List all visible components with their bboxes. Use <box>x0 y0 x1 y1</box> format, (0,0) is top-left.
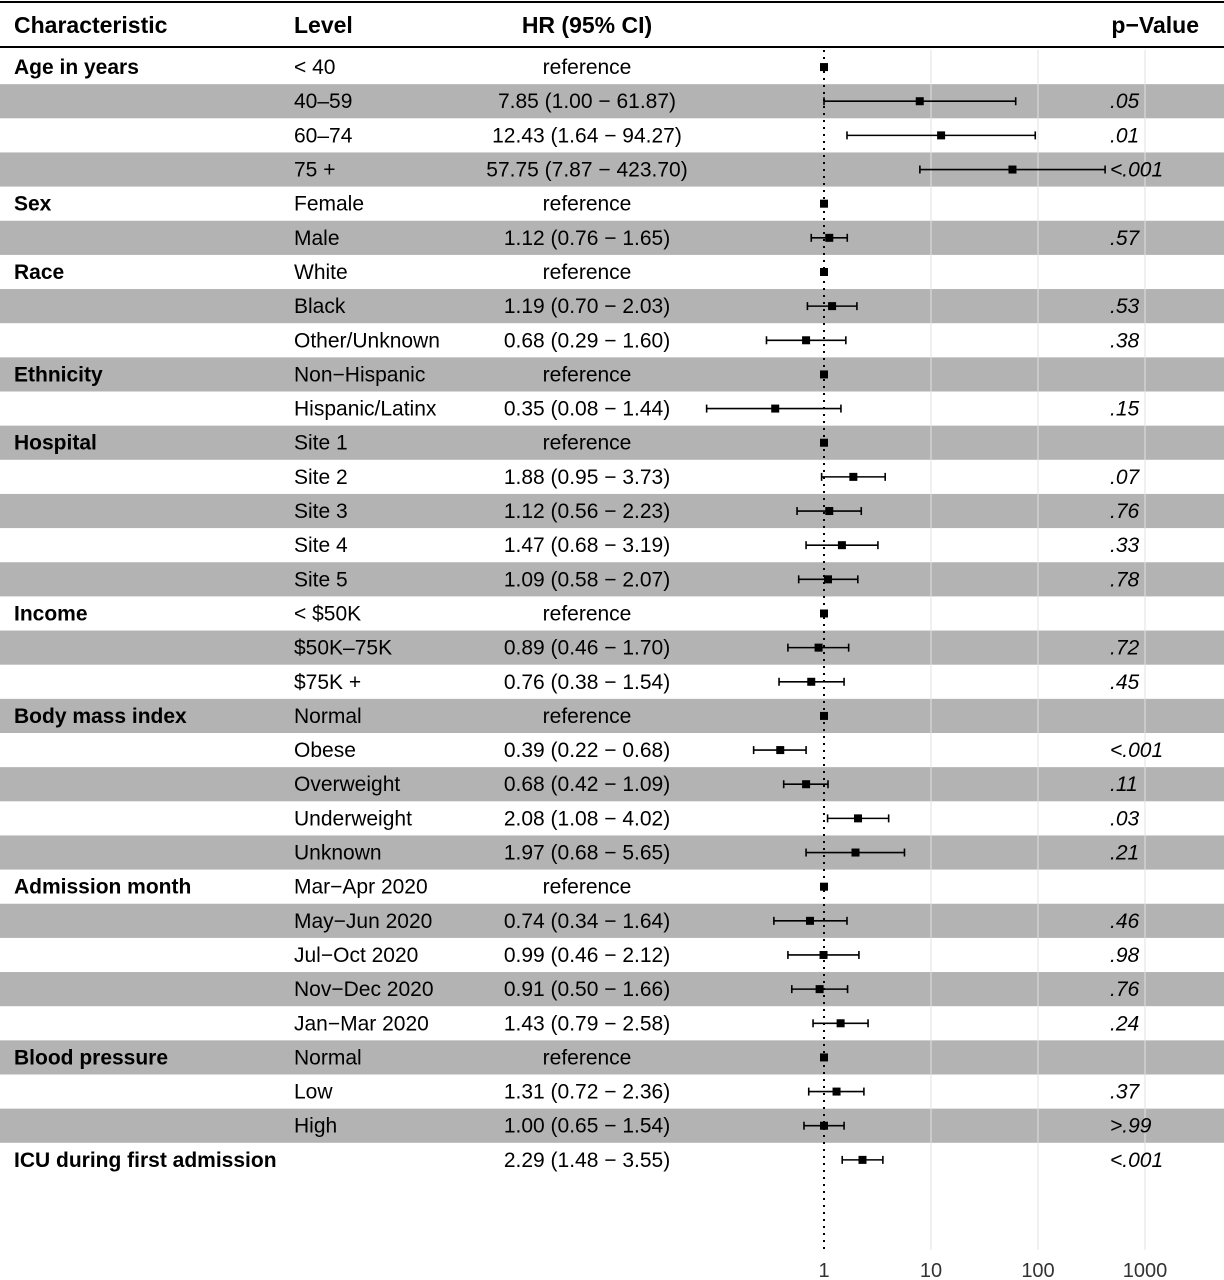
level-label: Site 4 <box>294 534 348 558</box>
hr-point <box>820 200 828 208</box>
p-value-label: .38 <box>1110 329 1140 353</box>
hr-point <box>820 370 828 378</box>
hr-ci-label: 1.12 (0.56 − 2.23) <box>503 500 671 524</box>
hr-point <box>820 63 828 71</box>
hr-ci-label: 1.09 (0.58 − 2.07) <box>503 568 671 592</box>
hr-ci-label: reference <box>542 192 632 216</box>
hr-ci-label: reference <box>542 363 632 387</box>
hr-ci-label: 0.76 (0.38 − 1.54) <box>503 670 671 694</box>
characteristic-label: Age in years <box>14 56 139 80</box>
p-value-label: <.001 <box>1110 158 1164 182</box>
p-value-label: .07 <box>1110 465 1140 489</box>
p-value-label: .15 <box>1110 397 1140 421</box>
level-label: Obese <box>294 739 356 763</box>
hr-ci-label: reference <box>542 260 632 284</box>
level-label: 40–59 <box>294 90 353 114</box>
p-value-label: .98 <box>1110 943 1140 967</box>
characteristic-label: Blood pressure <box>14 1046 169 1070</box>
level-label: Site 2 <box>294 465 348 489</box>
x-tick-label: 10 <box>919 1260 943 1280</box>
p-value-label: .05 <box>1110 90 1140 114</box>
level-label: Normal <box>294 704 362 728</box>
level-label: High <box>294 1114 338 1138</box>
hr-ci-label: 0.68 (0.42 − 1.09) <box>503 773 671 797</box>
header-pvalue: p−Value <box>1111 12 1199 38</box>
hr-point <box>824 575 832 583</box>
hr-point <box>820 1053 828 1061</box>
hr-ci-label: 0.74 (0.34 − 1.64) <box>503 909 671 933</box>
characteristic-label: ICU during first admission <box>14 1148 277 1172</box>
level-label: White <box>294 260 348 284</box>
p-value-label: .03 <box>1110 807 1140 831</box>
hr-point <box>916 97 924 105</box>
hr-ci-label: 0.89 (0.46 − 1.70) <box>503 636 671 660</box>
characteristic-label: Sex <box>14 192 52 216</box>
level-label: < 40 <box>294 56 336 80</box>
p-value-label: .46 <box>1110 909 1140 933</box>
hr-ci-label: reference <box>542 56 632 80</box>
hr-point <box>820 883 828 891</box>
hr-ci-label: 0.39 (0.22 − 0.68) <box>503 739 671 763</box>
hr-point <box>807 678 815 686</box>
hr-ci-label: 0.68 (0.29 − 1.60) <box>503 329 671 353</box>
hr-point <box>816 985 824 993</box>
hr-point <box>771 405 779 413</box>
hr-ci-label: 1.00 (0.65 − 1.54) <box>503 1114 671 1138</box>
p-value-label: <.001 <box>1110 1148 1164 1172</box>
p-value-label: .78 <box>1110 568 1140 592</box>
level-label: Overweight <box>294 773 401 797</box>
hr-point <box>820 268 828 276</box>
x-axis-ticks <box>818 1260 1167 1280</box>
hr-point <box>837 1019 845 1027</box>
header-characteristic: Characteristic <box>14 12 168 38</box>
hr-ci-label: 57.75 (7.87 − 423.70) <box>486 158 688 182</box>
level-label: Other/Unknown <box>294 329 440 353</box>
level-label: Mar−Apr 2020 <box>294 875 428 899</box>
p-value-label: .76 <box>1110 978 1140 1002</box>
hr-point <box>852 849 860 857</box>
hr-ci-label: 1.12 (0.76 − 1.65) <box>503 226 671 250</box>
hr-point <box>859 1156 867 1164</box>
x-tick-label: 1 <box>818 1260 830 1280</box>
characteristic-label: Ethnicity <box>14 363 103 387</box>
level-label: Black <box>294 295 346 319</box>
p-value-label: .72 <box>1110 636 1140 660</box>
hr-point <box>820 951 828 959</box>
hr-ci-label: reference <box>542 602 632 626</box>
level-label: 60–74 <box>294 124 353 148</box>
hr-point <box>820 439 828 447</box>
hr-ci-label: 1.31 (0.72 − 2.36) <box>503 1080 671 1104</box>
level-label: Nov−Dec 2020 <box>294 978 434 1002</box>
hr-ci-label: 12.43 (1.64 − 94.27) <box>492 124 682 148</box>
p-value-label: .37 <box>1110 1080 1140 1104</box>
hr-point <box>854 814 862 822</box>
p-value-label: .45 <box>1110 670 1140 694</box>
level-label: Site 1 <box>294 431 348 455</box>
hr-point <box>828 302 836 310</box>
hr-ci-label: 2.08 (1.08 − 4.02) <box>503 807 671 831</box>
hr-ci-label: 0.35 (0.08 − 1.44) <box>503 397 671 421</box>
level-label: < $50K <box>294 602 362 626</box>
p-value-label: .24 <box>1110 1012 1140 1036</box>
hr-ci-label: 1.19 (0.70 − 2.03) <box>503 295 671 319</box>
hr-point <box>776 746 784 754</box>
hr-ci-label: reference <box>542 1046 632 1070</box>
p-value-label: .33 <box>1110 534 1140 558</box>
hr-point <box>806 917 814 925</box>
hr-point <box>820 609 828 617</box>
hr-ci-label: 2.29 (1.48 − 3.55) <box>503 1148 671 1172</box>
hr-ci-label: 1.43 (0.79 − 2.58) <box>503 1012 671 1036</box>
hr-point <box>833 1088 841 1096</box>
hr-ci-label: 1.97 (0.68 − 5.65) <box>503 841 671 865</box>
level-label: Jul−Oct 2020 <box>294 943 419 967</box>
x-tick-label: 1000 <box>1122 1260 1168 1280</box>
hr-point <box>825 507 833 515</box>
characteristic-label: Hospital <box>14 431 97 455</box>
hr-point <box>849 473 857 481</box>
characteristic-label: Race <box>14 260 65 284</box>
hr-point <box>815 644 823 652</box>
p-value-label: .11 <box>1110 773 1138 797</box>
hr-ci-label: 0.91 (0.50 − 1.66) <box>503 978 671 1002</box>
hr-ci-label: reference <box>542 431 632 455</box>
level-label: Jan−Mar 2020 <box>294 1012 429 1036</box>
level-label: Unknown <box>294 841 382 865</box>
level-label: 75 + <box>294 158 336 182</box>
hr-point <box>820 712 828 720</box>
p-value-label: >.99 <box>1110 1114 1152 1138</box>
hr-ci-label: reference <box>542 875 632 899</box>
x-tick-label: 100 <box>1021 1260 1055 1280</box>
level-label: May−Jun 2020 <box>294 909 433 933</box>
hr-ci-label: 0.99 (0.46 − 2.12) <box>503 943 671 967</box>
hr-point <box>838 541 846 549</box>
hr-ci-label: 1.88 (0.95 − 3.73) <box>503 465 671 489</box>
level-label: $50K–75K <box>294 636 393 660</box>
level-label: Site 3 <box>294 500 348 524</box>
header-level: Level <box>294 12 353 38</box>
p-value-label: .53 <box>1110 295 1140 319</box>
hr-point <box>937 131 945 139</box>
p-value-label: .01 <box>1110 124 1140 148</box>
level-label: Low <box>294 1080 333 1104</box>
p-value-label: .21 <box>1110 841 1140 865</box>
header-hr: HR (95% CI) <box>521 12 653 38</box>
level-label: Hispanic/Latinx <box>294 397 437 421</box>
hr-point <box>1008 166 1016 174</box>
p-value-label: .76 <box>1110 500 1140 524</box>
level-label: $75K + <box>294 670 362 694</box>
hr-point <box>802 336 810 344</box>
level-label: Underweight <box>294 807 412 831</box>
p-value-label: .57 <box>1110 226 1140 250</box>
hr-ci-label: 1.47 (0.68 − 3.19) <box>503 534 671 558</box>
hr-ci-label: 7.85 (1.00 − 61.87) <box>497 90 677 114</box>
level-label: Male <box>294 226 340 250</box>
characteristic-label: Admission month <box>14 875 192 899</box>
level-label: Site 5 <box>294 568 348 592</box>
characteristic-label: Income <box>14 602 88 626</box>
hr-ci-label: reference <box>542 704 632 728</box>
hr-point <box>820 1122 828 1130</box>
hr-point <box>802 780 810 788</box>
p-value-label: <.001 <box>1110 739 1164 763</box>
characteristic-label: Body mass index <box>14 704 187 728</box>
hr-point <box>825 234 833 242</box>
level-label: Normal <box>294 1046 362 1070</box>
level-label: Non−Hispanic <box>294 363 426 387</box>
level-label: Female <box>294 192 365 216</box>
